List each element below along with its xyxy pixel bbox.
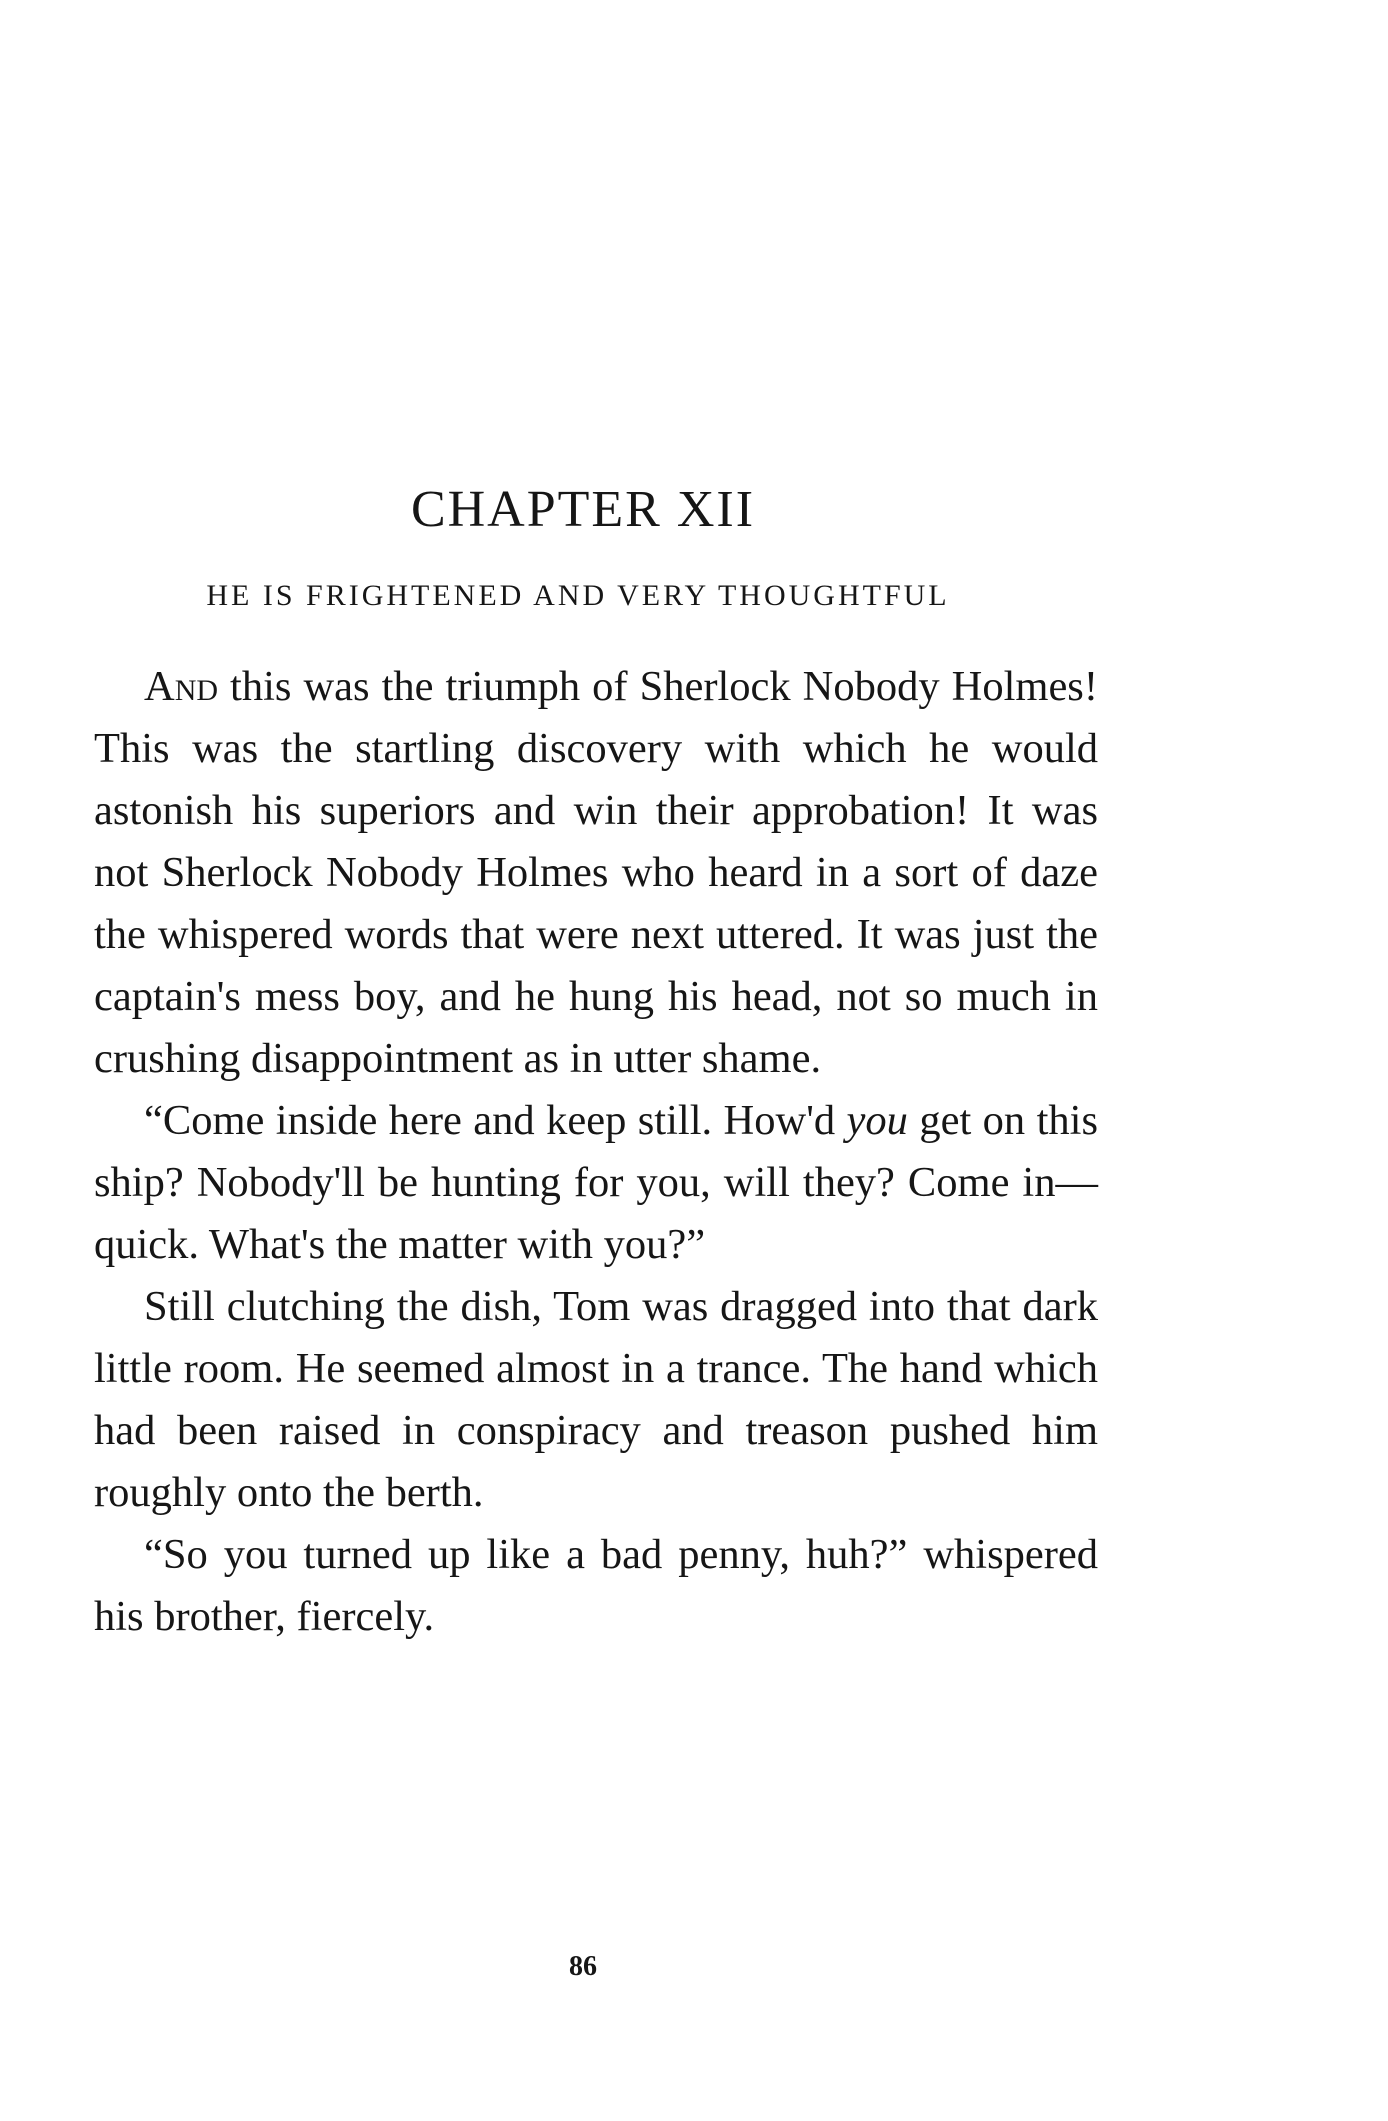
paragraph-2-italic-word: you [846, 1097, 908, 1144]
body-text [94, 656, 1098, 1648]
paragraph-2-text-start: “Come inside here and keep still. How'd [144, 1097, 847, 1144]
page-number: 86 [569, 1951, 597, 1982]
paragraph-1 [94, 656, 1098, 1090]
chapter-subtitle: HE IS FRIGHTENED AND VERY THOUGHTFUL [206, 579, 950, 612]
paragraph-2 [94, 1090, 1098, 1276]
paragraph-2-text-end: get on this ship? Nobody'll be hunting for you, will they? Come in—quick. What's the matter with you?” [94, 1097, 1099, 1268]
paragraph-1-text: this was the triumph of Sherlock Nobody Holmes! This was the startling discovery with which he would astonish his superiors and win their approbation! It was not Sherlock Nobody Holmes who heard in a sort of daze the whispered words that were next uttered. It was just the captain's mess boy, and he hung his head, not so much in crushing disappointment as in utter shame. [94, 663, 1098, 1082]
chapter-title: CHAPTER XII [410, 481, 756, 538]
paragraph-4: “So you turned up like a bad penny, huh?” whispered his brother, fiercely. [94, 1531, 1098, 1640]
paragraph-1-lead-word: And [144, 663, 219, 710]
paragraph-3: Still clutching the dish, Tom was dragged into that dark little room. He seemed almost in a trance. The hand which had been raised in conspiracy and treason pushed him roughly onto the berth. [94, 1283, 1098, 1516]
